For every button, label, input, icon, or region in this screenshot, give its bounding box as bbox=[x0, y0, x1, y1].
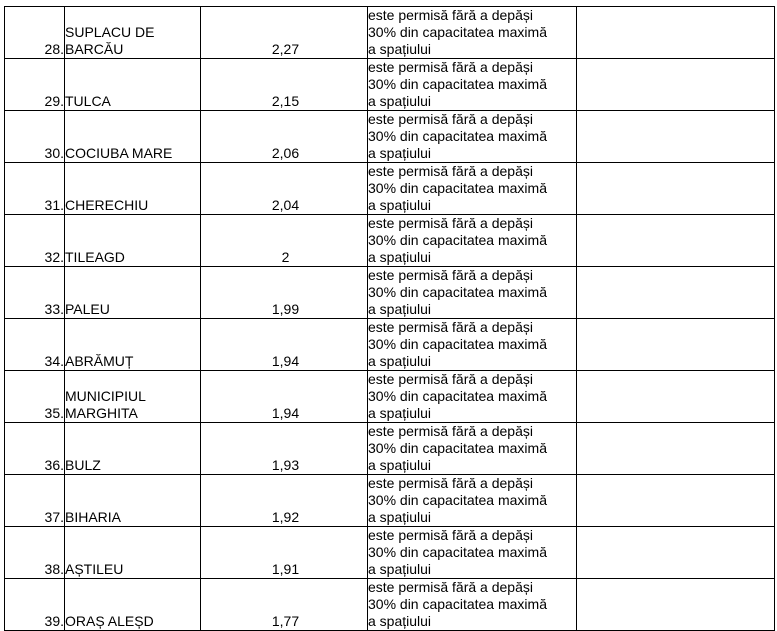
row-number-cell bbox=[5, 59, 65, 111]
extra-cell bbox=[577, 579, 775, 631]
locality-name-cell bbox=[65, 475, 201, 527]
note-text: este permisă fără a depăși 30% din capacitatea maximă a spațiului bbox=[368, 267, 547, 317]
value-cell bbox=[201, 319, 368, 371]
row-number-text: 36. bbox=[44, 457, 64, 473]
row-number-text: 39. bbox=[44, 613, 64, 629]
locality-name-cell bbox=[65, 579, 201, 631]
extra-cell bbox=[577, 319, 775, 371]
note-cell bbox=[368, 59, 577, 111]
extra-cell bbox=[577, 267, 775, 319]
locality-name-cell bbox=[65, 59, 201, 111]
locality-name-cell bbox=[65, 267, 201, 319]
note-cell bbox=[368, 215, 577, 267]
locality-name-text: AȘTILEU bbox=[65, 561, 124, 577]
value-text: 1,93 bbox=[271, 457, 300, 473]
extra-cell bbox=[577, 423, 775, 475]
value-cell bbox=[201, 267, 368, 319]
table-row bbox=[5, 267, 775, 319]
note-text: este permisă fără a depăși 30% din capacitatea maximă a spațiului bbox=[368, 475, 547, 525]
table-row bbox=[5, 423, 775, 475]
locality-name-text: SUPLACU DE BARCĂU bbox=[65, 24, 155, 57]
note-cell bbox=[368, 527, 577, 579]
note-text: este permisă fără a depăși 30% din capacitatea maximă a spațiului bbox=[368, 215, 547, 265]
row-number-text: 28. bbox=[44, 41, 64, 57]
extra-cell bbox=[577, 475, 775, 527]
row-number-cell bbox=[5, 371, 65, 423]
table-body bbox=[5, 7, 775, 631]
value-text: 2 bbox=[281, 249, 290, 265]
extra-cell bbox=[577, 527, 775, 579]
locality-name-cell bbox=[65, 527, 201, 579]
note-cell bbox=[368, 371, 577, 423]
extra-cell bbox=[577, 371, 775, 423]
note-text: este permisă fără a depăși 30% din capacitatea maximă a spațiului bbox=[368, 59, 547, 109]
value-text: 1,94 bbox=[271, 405, 300, 421]
value-text: 1,99 bbox=[271, 301, 300, 317]
row-number-cell bbox=[5, 527, 65, 579]
value-text: 2,27 bbox=[271, 41, 300, 57]
row-number-cell bbox=[5, 163, 65, 215]
row-number-cell bbox=[5, 215, 65, 267]
table-row bbox=[5, 111, 775, 163]
value-cell bbox=[201, 111, 368, 163]
locality-name-cell bbox=[65, 163, 201, 215]
table-row bbox=[5, 7, 775, 59]
note-cell bbox=[368, 111, 577, 163]
value-cell bbox=[201, 371, 368, 423]
row-number-text: 30. bbox=[44, 145, 64, 161]
extra-cell bbox=[577, 163, 775, 215]
value-cell bbox=[201, 475, 368, 527]
locality-name-text: PALEU bbox=[65, 301, 110, 317]
note-text: este permisă fără a depăși 30% din capacitatea maximă a spațiului bbox=[368, 163, 547, 213]
row-number-cell bbox=[5, 319, 65, 371]
value-text: 1,91 bbox=[271, 561, 300, 577]
row-number-cell bbox=[5, 267, 65, 319]
note-cell bbox=[368, 475, 577, 527]
locality-name-cell bbox=[65, 215, 201, 267]
note-text: este permisă fără a depăși 30% din capacitatea maximă a spațiului bbox=[368, 7, 547, 57]
note-text: este permisă fără a depăși 30% din capacitatea maximă a spațiului bbox=[368, 111, 547, 161]
value-cell bbox=[201, 163, 368, 215]
note-text: este permisă fără a depăși 30% din capacitatea maximă a spațiului bbox=[368, 371, 547, 421]
row-number-text: 35. bbox=[44, 405, 64, 421]
localities-table bbox=[4, 6, 775, 631]
locality-name-text: MUNICIPIUL MARGHITA bbox=[65, 388, 146, 421]
row-number-text: 29. bbox=[44, 93, 64, 109]
note-cell bbox=[368, 267, 577, 319]
note-cell bbox=[368, 319, 577, 371]
value-text: 1,92 bbox=[271, 509, 300, 525]
note-cell bbox=[368, 579, 577, 631]
locality-name-text: BIHARIA bbox=[65, 509, 122, 525]
table-row bbox=[5, 527, 775, 579]
table-row bbox=[5, 579, 775, 631]
note-text: este permisă fără a depăși 30% din capacitatea maximă a spațiului bbox=[368, 319, 547, 369]
value-text: 2,04 bbox=[271, 197, 300, 213]
extra-cell bbox=[577, 59, 775, 111]
locality-name-cell bbox=[65, 111, 201, 163]
locality-name-cell bbox=[65, 7, 201, 59]
note-text: este permisă fără a depăși 30% din capacitatea maximă a spațiului bbox=[368, 579, 547, 629]
row-number-text: 33. bbox=[44, 301, 64, 317]
note-cell bbox=[368, 423, 577, 475]
value-cell bbox=[201, 215, 368, 267]
extra-cell bbox=[577, 7, 775, 59]
locality-name-text: ABRĂMUȚ bbox=[65, 353, 134, 369]
extra-cell bbox=[577, 111, 775, 163]
row-number-text: 34. bbox=[44, 353, 64, 369]
table-row bbox=[5, 163, 775, 215]
value-text: 2,06 bbox=[271, 145, 300, 161]
row-number-cell bbox=[5, 7, 65, 59]
locality-name-text: TULCA bbox=[65, 93, 111, 109]
value-cell bbox=[201, 423, 368, 475]
table-row bbox=[5, 319, 775, 371]
value-text: 1,77 bbox=[271, 613, 300, 629]
note-text: este permisă fără a depăși 30% din capacitatea maximă a spațiului bbox=[368, 423, 547, 473]
row-number-cell bbox=[5, 111, 65, 163]
table-row bbox=[5, 371, 775, 423]
locality-name-text: CHERECHIU bbox=[65, 197, 149, 213]
value-text: 2,15 bbox=[271, 93, 300, 109]
extra-cell bbox=[577, 215, 775, 267]
row-number-cell bbox=[5, 579, 65, 631]
locality-name-text: COCIUBA MARE bbox=[65, 145, 173, 161]
row-number-text: 37. bbox=[44, 509, 64, 525]
locality-name-cell bbox=[65, 319, 201, 371]
value-cell bbox=[201, 59, 368, 111]
locality-name-cell bbox=[65, 423, 201, 475]
value-text: 1,94 bbox=[271, 353, 300, 369]
note-text: este permisă fără a depăși 30% din capacitatea maximă a spațiului bbox=[368, 527, 547, 577]
note-cell bbox=[368, 163, 577, 215]
row-number-text: 31. bbox=[44, 197, 64, 213]
locality-name-cell bbox=[65, 371, 201, 423]
value-cell bbox=[201, 527, 368, 579]
row-number-text: 38. bbox=[44, 561, 64, 577]
row-number-cell bbox=[5, 475, 65, 527]
note-cell bbox=[368, 7, 577, 59]
row-number-text: 32. bbox=[44, 249, 64, 265]
locality-name-text: ORAȘ ALEȘD bbox=[65, 613, 154, 629]
table-row bbox=[5, 59, 775, 111]
locality-name-text: TILEAGD bbox=[65, 249, 125, 265]
value-cell bbox=[201, 7, 368, 59]
locality-name-text: BULZ bbox=[65, 457, 101, 473]
table-row bbox=[5, 475, 775, 527]
table-row bbox=[5, 215, 775, 267]
value-cell bbox=[201, 579, 368, 631]
row-number-cell bbox=[5, 423, 65, 475]
